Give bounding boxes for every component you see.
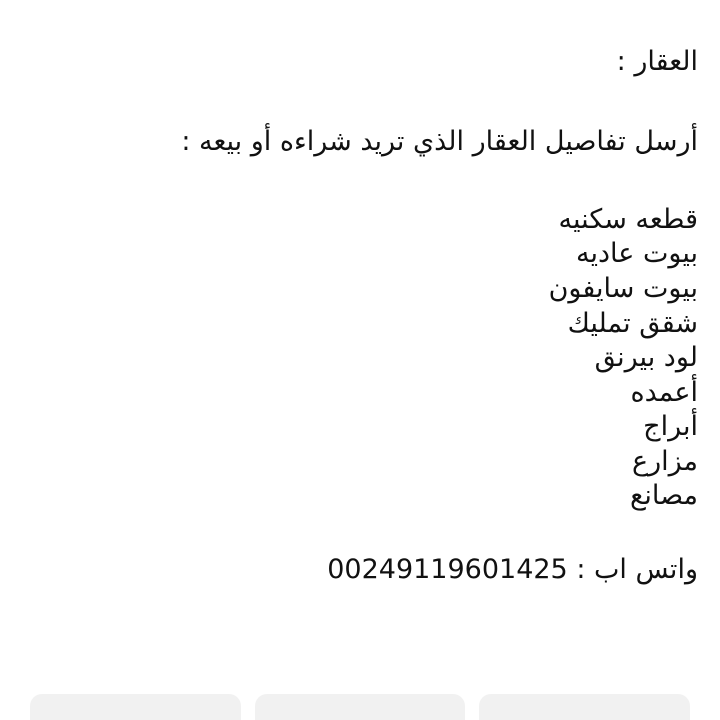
bottom-card — [30, 694, 241, 720]
list-item: مزارع — [631, 445, 698, 477]
list-item: بيوت عاديه — [576, 238, 698, 270]
whatsapp-number: 00249119601425 — [327, 553, 568, 585]
whatsapp-contact — [22, 552, 698, 588]
list-item: قطعه سكنيه — [558, 203, 698, 235]
list-item: أعمده — [630, 376, 698, 408]
whatsapp-label: واتس اب : — [576, 553, 698, 585]
list-item: مصانع — [630, 480, 698, 512]
intro-text: أرسل تفاصيل العقار الذي تريد شراءه أو بيعه : — [181, 126, 698, 158]
list-item: لود بيرنق — [594, 342, 698, 374]
list-item: أبراج — [643, 411, 698, 443]
list-item: بيوت سايفون — [548, 272, 698, 304]
property-category-list — [22, 203, 698, 514]
list-item: شقق تمليك — [567, 307, 698, 339]
bottom-card-strip — [0, 688, 720, 720]
bottom-card — [255, 694, 466, 720]
bottom-card — [479, 694, 690, 720]
page-title: العقار : — [616, 46, 698, 77]
